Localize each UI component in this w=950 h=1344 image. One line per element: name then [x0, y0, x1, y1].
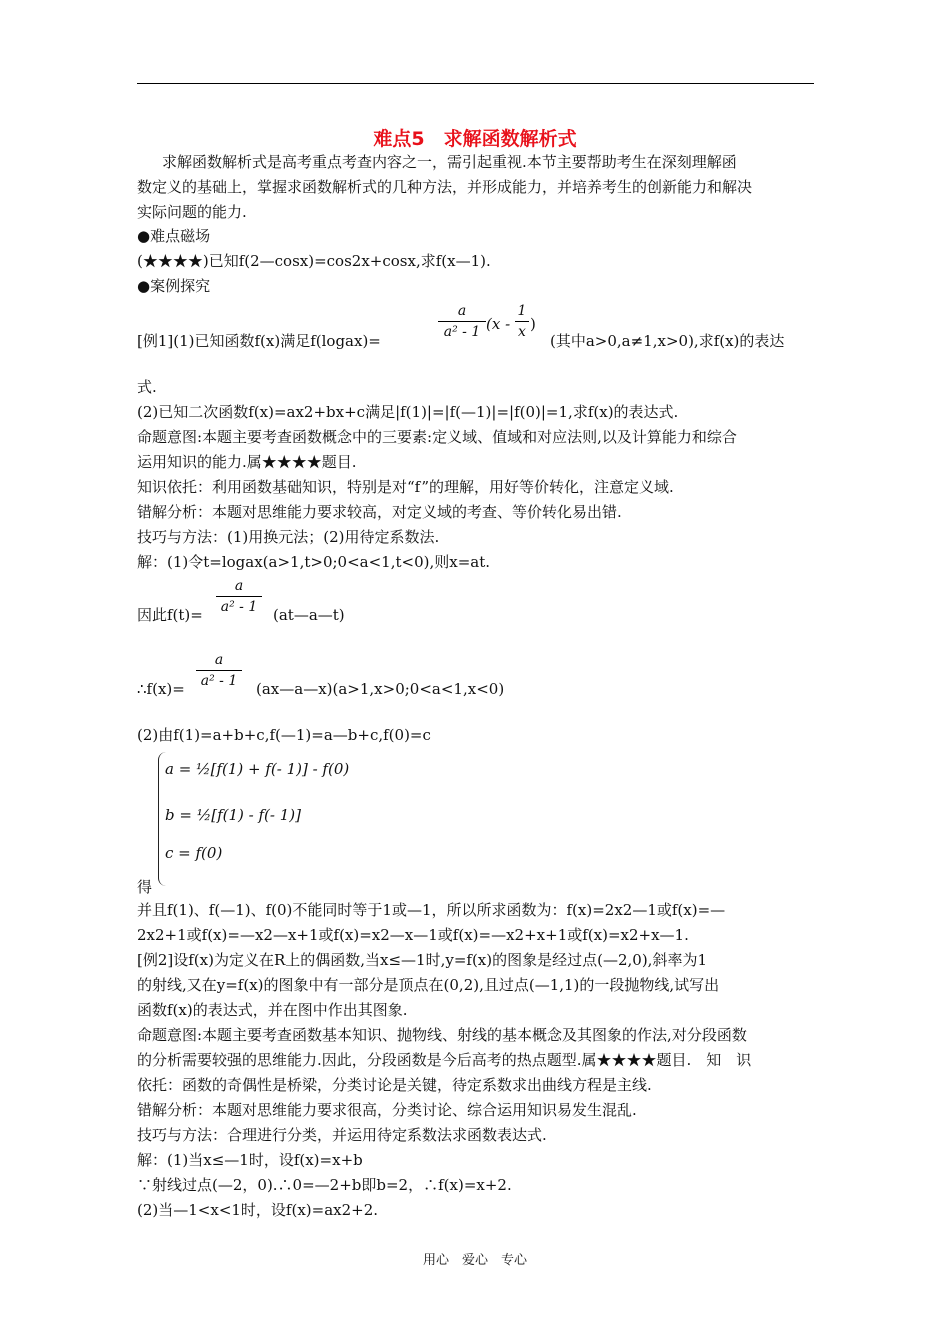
intro-line-1: 求解函数解析式是高考重点考查内容之一，需引起重视.本节主要帮助考生在深刻理解函 [162, 153, 737, 171]
example1-condition: (其中a>0,a≠1,x>0),求f(x)的表达 [550, 332, 785, 350]
header-rule [137, 83, 814, 84]
section-heading-cases: ●案例探究 [137, 277, 211, 295]
example2-error: 错解分析：本题对思维能力要求很高，分类讨论、综合运用知识易发生混乱. [137, 1101, 637, 1119]
solution-part2-line: (2)由f(1)=a+b+c,f(—1)=a—b+c,f(0)=c [137, 726, 431, 744]
technique-line: 技巧与方法：(1)用换元法；(2)用待定系数法. [137, 528, 440, 546]
example1-text-end: 式. [137, 378, 157, 396]
problem-text: (★★★★)已知f(2—cosx)=cos2x+cosx,求f(x—1). [137, 252, 491, 270]
example2-solution-2: ∵射线过点(—2，0).∴0=—2+b即b=2，∴f(x)=x+2. [137, 1176, 512, 1194]
fraction-denominator: a² - 1 [200, 673, 238, 689]
fraction-ft [216, 576, 262, 617]
intent-line-1: 命题意图:本题主要考查函数概念中的三要素:定义域、值域和对应法则,以及计算能力和综合 [137, 428, 737, 446]
solution-line-1: 解：(1)令t=logax(a>1,t>0;0<a<1,t<0),则x=at. [137, 553, 491, 571]
intent-line-2: 运用知识的能力.属★★★★题目. [137, 453, 357, 471]
fraction-tail: (x - [486, 315, 511, 333]
fraction-a-over-a2-1 [438, 301, 486, 342]
fraction-denominator: a² - 1 [443, 324, 481, 340]
example2-knowledge: 依托：函数的奇偶性是桥梁，分类讨论是关键，待定系数求出曲线方程是主线. [137, 1076, 652, 1094]
solution-conclusion-2: 2x2+1或f(x)=—x2—x+1或f(x)=x2—x—1或f(x)=—x2+x+1或f(x)=x2+x—1. [137, 926, 689, 944]
intro-line-2: 数定义的基础上，掌握求函数解析式的几种方法，并形成能力，并培养考生的创新能力和解决 [137, 178, 753, 196]
fraction-close-paren: ) [530, 315, 536, 333]
example1-part2-end: 的表达式. [613, 403, 679, 421]
example2-solution-1: 解：(1)当x≤—1时，设f(x)=x+b [137, 1151, 363, 1169]
solution-fx-left: ∴f(x)= [137, 680, 185, 698]
fraction-denominator: x [518, 324, 526, 340]
solution-conclusion-1: 并且f(1)、f(—1)、f(0)不能同时等于1或—1，所以所求函数为：f(x)=2x2—1或f(x)=— [137, 901, 726, 919]
example2-intent-1: 命题意图:本题主要考查函数基本知识、抛物线、射线的基本概念及其图象的作法,对分段函数 [137, 1026, 747, 1044]
example2-line-1: [例2]设f(x)为定义在R上的偶函数,当x≤—1时,y=f(x)的图象是经过点(—2,0),斜率为1 [137, 951, 707, 969]
example2-line-3: 函数f(x)的表达式，并在图中作出其图象. [137, 1001, 408, 1019]
equation-b: b = ½[f(1) - f(- 1)] [165, 806, 301, 824]
example1-text: [例1](1)已知函数f(x)满足f(logax)= [137, 332, 381, 350]
example2-intent-2: 的分析需要较强的思维能力.因此，分段函数是今后高考的热点题型.属★★★★题目. 知 识 [137, 1051, 752, 1069]
example1-part2-fx: f(x) [587, 403, 614, 421]
example2-line-2: 的射线,又在y=f(x)的图象中有一部分是顶点在(0,2),且过点(—1,1)的一段抛物线,试写出 [137, 976, 720, 994]
example2-technique: 技巧与方法：合理进行分类，并运用待定系数法求函数表达式. [137, 1126, 547, 1144]
fraction-numerator: 1 [517, 303, 527, 319]
example1-part2-text: (2)已知二次函数f(x)=ax2+bx+c满足|f(1)|=|f(—1)|=|f(0)|=1,求 [137, 403, 588, 421]
example2-solution-3: (2)当—1<x<1时，设f(x)=ax2+2. [137, 1201, 379, 1219]
page-title: 难点5 求解函数解析式 [373, 128, 577, 150]
solution-de: 得 [137, 878, 153, 896]
fraction-fx [196, 650, 242, 691]
equation-a: a = ½[f(1) + f(- 1)] - f(0) [165, 760, 350, 778]
fraction-numerator: a [457, 303, 467, 319]
fraction-numerator: a [214, 652, 224, 668]
page-footer: 用心 爱心 专心 [422, 1253, 527, 1268]
solution-fx-right: (ax—a—x)(a>1,x>0;0<a<1,x<0) [256, 680, 505, 698]
equation-c: c = f(0) [165, 844, 223, 862]
solution-ft-left: 因此f(t)= [137, 606, 203, 624]
intro-line-3: 实际问题的能力. [137, 203, 247, 221]
fraction-1-over-x [515, 301, 529, 342]
knowledge-line: 知识依托：利用函数基础知识，特别是对“f”的理解，用好等价转化，注意定义域. [137, 478, 674, 496]
error-analysis-line: 错解分析：本题对思维能力要求较高，对定义域的考查、等价转化易出错. [137, 503, 622, 521]
example1-part2 [137, 401, 678, 423]
fraction-numerator: a [234, 578, 244, 594]
solution-ft-right: (at—a—t) [273, 606, 345, 624]
section-heading-difficulty: ●难点磁场 [137, 227, 211, 245]
fraction-denominator: a² - 1 [220, 599, 258, 615]
